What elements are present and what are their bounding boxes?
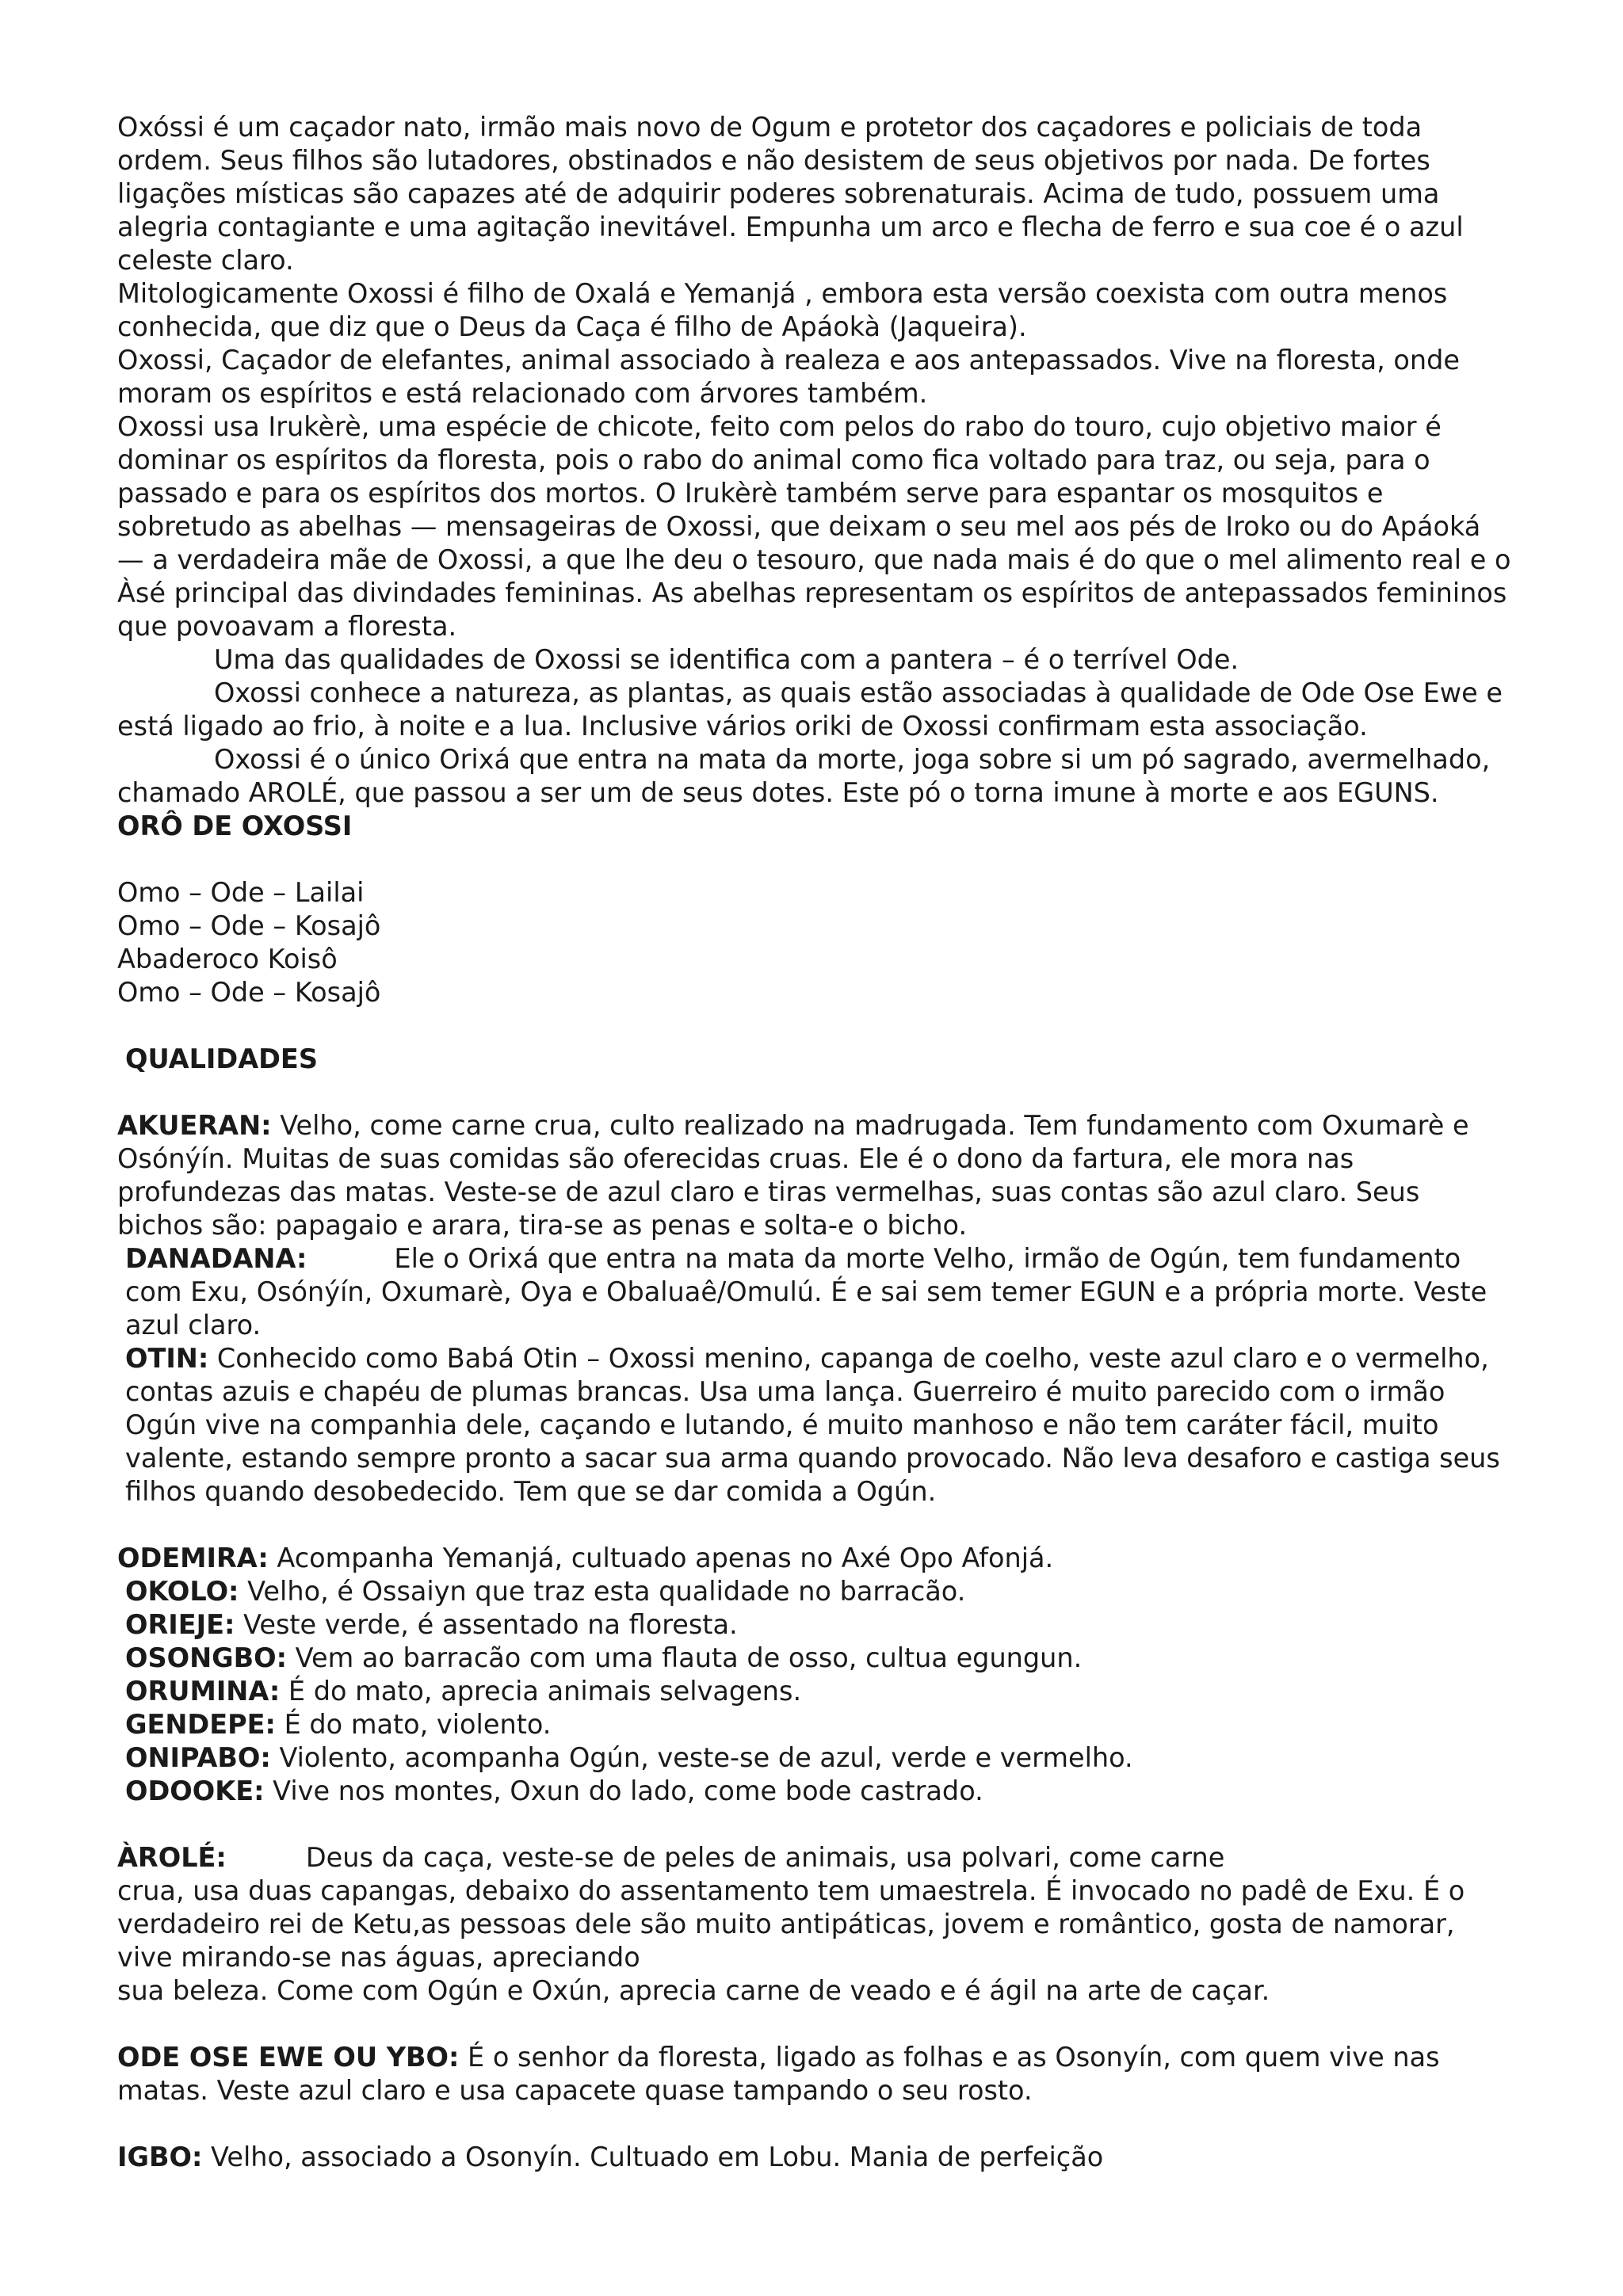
qualidade-text: É o senhor da floresta, ligado as folhas e as Osonyín, com quem vive nas matas. Veste azul claro e usa capacete quase tampando o seu rosto. (117, 2042, 1440, 2106)
indented-paragraph-2 (117, 677, 1512, 743)
qualidade-danadana (117, 1242, 1512, 1342)
qualidade-name: ORUMINA: (125, 1676, 281, 1707)
oro-line-2: Omo – Ode – Kosajô (117, 910, 381, 941)
qualidade-text: Vem ao barracão com uma flauta de osso, cultua egungun. (287, 1642, 1083, 1673)
spacer (117, 2008, 1512, 2041)
document-page (117, 111, 1512, 2174)
qualidade-ode-ose-ewe (117, 2041, 1512, 2107)
spacer (117, 1508, 1512, 1542)
qualidade-text: Deus da caça, veste-se de peles de animais, usa polvari, come carne (305, 1842, 1225, 1873)
qualidade-name: OTIN: (125, 1343, 209, 1374)
indented-paragraph-3-text: Oxossi é o único Orixá que entra na mata da morte, joga sobre si um pó sagrado, avermelhado, chamado AROLÉ, que passou a ser um de seus dotes. Este pó o torna imune à morte e aos EGUNS. (117, 744, 1491, 808)
indented-paragraph-3 (117, 743, 1512, 810)
qualidade-text: É do mato, violento. (275, 1709, 552, 1740)
qualidade-igbo (117, 2141, 1512, 2174)
qualidade-text: Velho, é Ossaiyn que traz esta qualidade no barracão. (239, 1576, 966, 1607)
qualidade-name: DANADANA: (125, 1243, 307, 1274)
intro-paragraph-3: Oxossi, Caçador de elefantes, animal associado à realeza e aos antepassados. Vive na floresta, onde moram os espíritos e está relacionado com árvores também. (117, 345, 1461, 409)
qualidade-text: Conhecido como Babá Otin – Oxossi menino, capanga de coelho, veste azul claro e o vermelho, contas azuis e chapéu de plumas brancas. Usa uma lança. Guerreiro é muito parecido com o irmão Ogún vive na companhia dele, caçando e lutando, é muito manhoso e não tem caráter fácil, muito valente, estando sempre pronto a sacar sua arma quando provocado. Não leva desaforo e castiga seus filhos quando desobedecido. Tem que se dar comida a Ogún. (125, 1343, 1500, 1507)
qualidade-text: É do mato, aprecia animais selvagens. (280, 1676, 802, 1707)
qualidade-osongbo (117, 1642, 1512, 1675)
qualidades-title: QUALIDADES (125, 1043, 318, 1074)
qualidade-name: ONIPABO: (125, 1742, 271, 1773)
qualidade-orieje (117, 1608, 1512, 1642)
qualidade-name: AKUERAN: (117, 1110, 272, 1141)
intro-paragraph-1: Oxóssi é um caçador nato, irmão mais novo de Ogum e protetor dos caçadores e policiais de toda ordem. Seus filhos são lutadores, obstinados e não desistem de seus objetivos por nada. De fortes ligações místicas são capazes até de adquirir poderes sobrenaturais. Acima de tudo, possuem uma alegria contagiante e uma agitação inevitável. Empunha um arco e flecha de ferro e sua coe é o azul celeste claro. (117, 112, 1464, 276)
qualidade-akueran (117, 1109, 1512, 1242)
qualidade-okolo (117, 1575, 1512, 1608)
indented-paragraph-1: Uma das qualidades de Oxossi se identifica com a pantera – é o terrível Ode. (214, 644, 1239, 675)
qualidade-name: ODE OSE EWE OU YBO: (117, 2042, 460, 2073)
qualidade-text: Violento, acompanha Ogún, veste-se de azul, verde e vermelho. (270, 1742, 1133, 1773)
qualidade-text: Velho, come carne crua, culto realizado na madrugada. Tem fundamento com Oxumarè e Osónýín. Muitas de suas comidas são oferecidas cruas. Ele é o dono da fartura, ele mora nas profundezas das matas. Veste-se de azul claro e tiras vermelhas, suas contas são azul claro. Seus bichos são: papagaio e arara, tira-se as penas e solta-e o bicho. (117, 1110, 1469, 1241)
indented-paragraph-2-text: Oxossi conhece a natureza, as plantas, as quais estão associadas à qualidade de Ode Ose Ewe e está ligado ao frio, à noite e a lua. Inclusive vários oriki de Oxossi confirmam esta associação. (117, 677, 1503, 742)
intro-paragraph-2: Mitologicamente Oxossi é filho de Oxalá e Yemanjá , embora esta versão coexista com outra menos conhecida, que diz que o Deus da Caça é filho de Apáokà (Jaqueira). (117, 278, 1448, 342)
spacer (117, 2107, 1512, 2141)
qualidade-name: OSONGBO: (125, 1642, 288, 1673)
oro-line-1: Omo – Ode – Lailai (117, 877, 365, 908)
qualidade-onipabo (117, 1741, 1512, 1775)
qualidade-text: Ele o Orixá que entra na mata da morte Velho, irmão de Ogún, tem fundamento com Exu, Osónýín, Oxumarè, Oya e Obaluaê/Omulú. É e sai sem temer EGUN e a própria morte. Veste azul claro. (125, 1243, 1487, 1341)
qualidade-name: ÀROLÉ: (117, 1842, 227, 1873)
qualidade-name: ODEMIRA: (117, 1543, 269, 1573)
qualidade-orumina (117, 1675, 1512, 1708)
oro-title: ORÔ DE OXOSSI (117, 810, 353, 841)
qualidade-text: Acompanha Yemanjá, cultuado apenas no Axé Opo Afonjá. (268, 1543, 1054, 1573)
qualidade-gendepe (117, 1708, 1512, 1741)
qualidade-arole-cont-1: crua, usa duas capangas, debaixo do assentamento tem umaestrela. É invocado no padê de Exu. É o verdadeiro rei de Ketu,as pessoas dele são muito antipáticas, jovem e romântico, gosta de namorar, vive mirando-se nas águas, apreciando (117, 1875, 1465, 1973)
qualidade-arole-cont-2: sua beleza. Come com Ogún e Oxún, aprecia carne de veado e é ágil na arte de caçar. (117, 1975, 1270, 2006)
qualidade-name: IGBO: (117, 2142, 203, 2172)
spacer (117, 1808, 1512, 1841)
oro-line-3: Abaderoco Koisô (117, 944, 338, 974)
qualidade-text: Velho, associado a Osonyín. Cultuado em Lobu. Mania de perfeição (202, 2142, 1104, 2172)
intro-paragraph-4: Oxossi usa Irukèrè, uma espécie de chicote, feito com pelos do rabo do touro, cujo objetivo maior é dominar os espíritos da floresta, pois o rabo do animal como fica voltado para traz, ou seja, para o passado e para os espíritos dos mortos. O Irukèrè também serve para espantar os mosquitos e sobretudo as abelhas — mensageiras de Oxossi, que deixam o seu mel aos pés de Iroko ou do Apáoká — a verdadeira mãe de Oxossi, a que lhe deu o tesouro, que nada mais é do que o mel alimento real e o Àsé principal das divindades femininas. As abelhas representam os espíritos de antepassados femininos que povoavam a floresta. (117, 411, 1511, 642)
qualidade-arole (117, 1841, 1512, 1875)
qualidade-text: Veste verde, é assentado na floresta. (235, 1609, 738, 1640)
spacer (117, 1009, 1512, 1043)
qualidade-name: ODOOKE: (125, 1775, 265, 1806)
qualidade-odooke (117, 1775, 1512, 1808)
oro-line-4: Omo – Ode – Kosajô (117, 977, 381, 1008)
spacer (117, 1076, 1512, 1109)
qualidade-name: OKOLO: (125, 1576, 239, 1607)
qualidade-name: GENDEPE: (125, 1709, 276, 1740)
qualidade-otin (117, 1342, 1512, 1508)
qualidade-odemira (117, 1542, 1512, 1575)
spacer (117, 843, 1512, 876)
qualidade-text: Vive nos montes, Oxun do lado, come bode castrado. (264, 1775, 983, 1806)
qualidade-name: ORIEJE: (125, 1609, 235, 1640)
